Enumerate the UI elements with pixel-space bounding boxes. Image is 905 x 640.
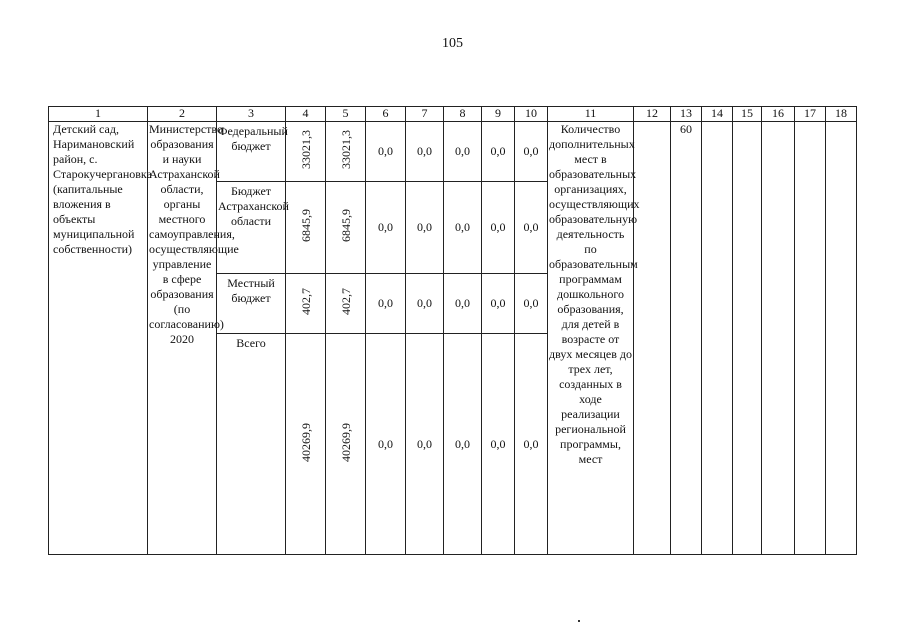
header-cell-14: 14 — [702, 107, 733, 122]
header-cell-2: 2 — [148, 107, 217, 122]
total-col6: 0,0 — [366, 334, 406, 555]
local-col9: 0,0 — [482, 274, 515, 334]
col13-cell: 60 — [671, 122, 702, 555]
total-col8: 0,0 — [444, 334, 482, 555]
col17-cell — [795, 122, 826, 555]
header-cell-16: 16 — [762, 107, 795, 122]
total-col9: 0,0 — [482, 334, 515, 555]
header-cell-6: 6 — [366, 107, 406, 122]
local-col4: 402,7 — [286, 274, 326, 334]
col12-cell — [634, 122, 671, 555]
federal-col6: 0,0 — [366, 122, 406, 182]
local-col8: 0,0 — [444, 274, 482, 334]
col18-cell — [826, 122, 857, 555]
object-name-cell: Детский сад, Наримановский район, с. Старокучергановка (капитальные вложения в объекты муниципальной собственности) — [49, 122, 148, 555]
local-col5: 402,7 — [326, 274, 366, 334]
header-cell-9: 9 — [482, 107, 515, 122]
federal-col9: 0,0 — [482, 122, 515, 182]
executor-cell: Министерство образования и науки Астраханской области, органы местного самоуправления, осуществляющие управление в сфере образования (по согласованию) 2020 — [148, 122, 217, 555]
col16-cell — [762, 122, 795, 555]
header-cell-15: 15 — [733, 107, 762, 122]
federal-col5: 33021,3 — [326, 122, 366, 182]
budget-label-local: Местный бюджет — [217, 274, 286, 334]
indicator-cell: Количество дополнительных мест в образовательных организациях, осуществляющих образовательную деятельность по образовательным программам дошкольного образования, для детей в возрасте от двух месяцев до трех лет, созданных в ходе реализации региональной программы, мест — [548, 122, 634, 555]
total-col10: 0,0 — [515, 334, 548, 555]
header-cell-11: 11 — [548, 107, 634, 122]
page-number: 105 — [442, 36, 463, 51]
col15-cell — [733, 122, 762, 555]
total-col7: 0,0 — [406, 334, 444, 555]
header-cell-8: 8 — [444, 107, 482, 122]
regional-col5: 6845,9 — [326, 182, 366, 274]
header-cell-13: 13 — [671, 107, 702, 122]
budget-row-federal — [49, 122, 857, 182]
col14-cell — [702, 122, 733, 555]
regional-col7: 0,0 — [406, 182, 444, 274]
header-cell-3: 3 — [217, 107, 286, 122]
federal-col10: 0,0 — [515, 122, 548, 182]
federal-col7: 0,0 — [406, 122, 444, 182]
local-col6: 0,0 — [366, 274, 406, 334]
regional-col4: 6845,9 — [286, 182, 326, 274]
header-cell-5: 5 — [326, 107, 366, 122]
regional-col9: 0,0 — [482, 182, 515, 274]
budget-label-federal: Федеральный бюджет — [217, 122, 286, 182]
header-cell-18: 18 — [826, 107, 857, 122]
total-col5: 40269,9 — [326, 334, 366, 555]
header-cell-1: 1 — [49, 107, 148, 122]
header-cell-7: 7 — [406, 107, 444, 122]
header-row — [49, 107, 857, 122]
budget-label-total: Всего — [217, 334, 286, 555]
scan-dot — [578, 620, 580, 622]
regional-col6: 0,0 — [366, 182, 406, 274]
local-col10: 0,0 — [515, 274, 548, 334]
total-col4: 40269,9 — [286, 334, 326, 555]
local-col7: 0,0 — [406, 274, 444, 334]
federal-col8: 0,0 — [444, 122, 482, 182]
budget-label-regional: Бюджет Астраханской области — [217, 182, 286, 274]
federal-col4: 33021,3 — [286, 122, 326, 182]
header-cell-4: 4 — [286, 107, 326, 122]
header-cell-17: 17 — [795, 107, 826, 122]
program-table — [48, 106, 857, 555]
regional-col10: 0,0 — [515, 182, 548, 274]
header-cell-12: 12 — [634, 107, 671, 122]
regional-col8: 0,0 — [444, 182, 482, 274]
header-cell-10: 10 — [515, 107, 548, 122]
